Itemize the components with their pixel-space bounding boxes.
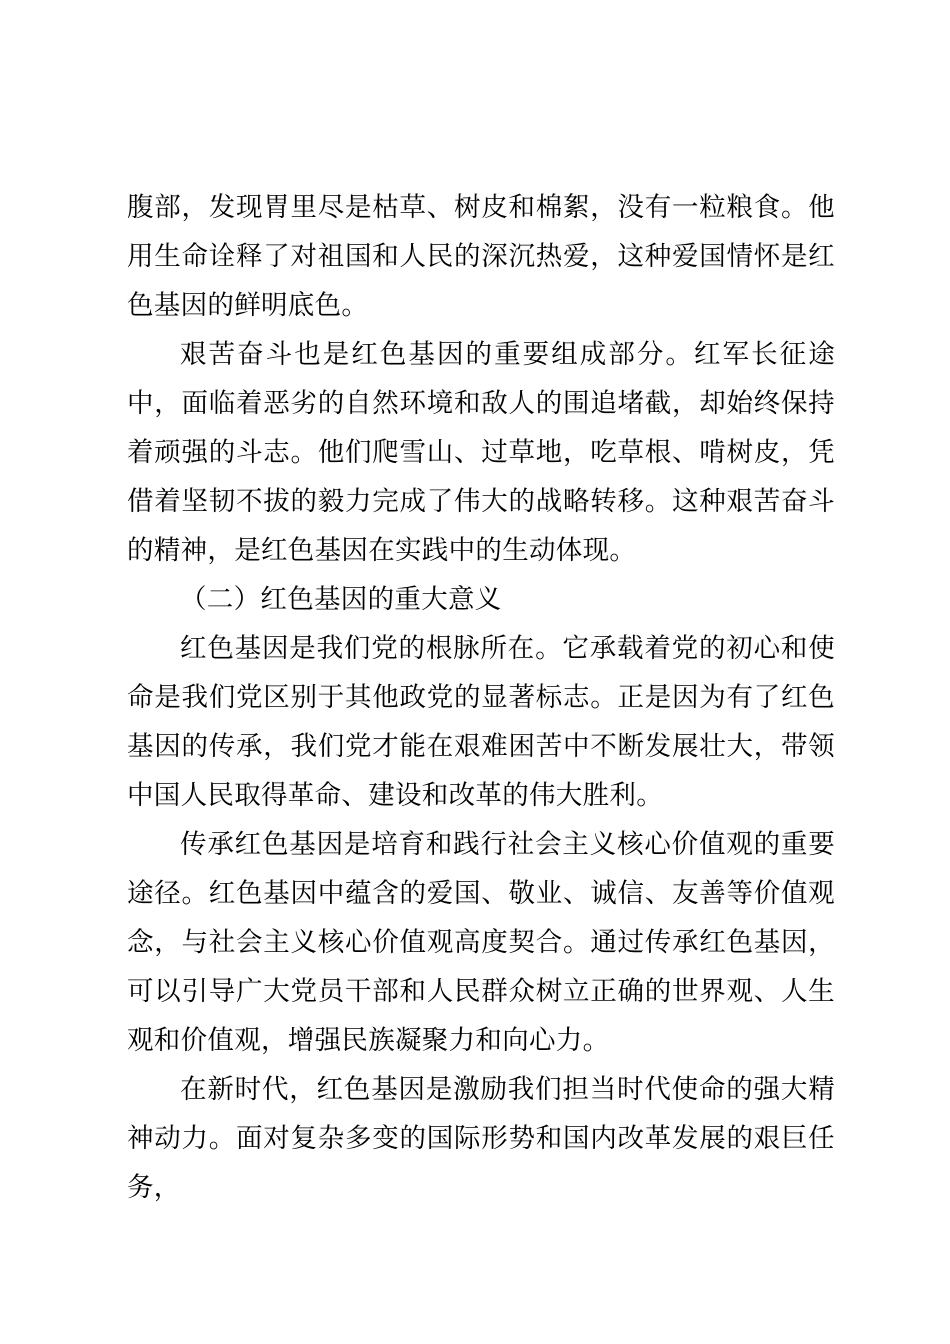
- paragraph-hard-struggle: 艰苦奋斗也是红色基因的重要组成部分。红军长征途中，面临着恶劣的自然环境和敌人的围追堵截，却始终保持着顽强的斗志。他们爬雪山、过草地，吃草根、啃树皮，凭借着坚韧不拔的毅力完成了伟大的战略转移。这种艰苦奋斗的精神，是红色基因在实践中的生动体现。: [127, 339, 835, 566]
- paragraph-continuation: 腹部，发现胃里尽是枯草、树皮和棉絮，没有一粒粮食。他用生命诠释了对祖国和人民的深沉热爱，这种爱国情怀是红色基因的鲜明底色。: [127, 192, 835, 321]
- paragraph-core-values: 传承红色基因是培育和践行社会主义核心价值观的重要途径。红色基因中蕴含的爱国、敬业、诚信、友善等价值观念，与社会主义核心价值观高度契合。通过传承红色基因，可以引导广大党员干部和人民群众树立正确的世界观、人生观和价值观，增强民族凝聚力和向心力。: [127, 829, 835, 1056]
- section-heading: （二）红色基因的重大意义: [180, 584, 502, 615]
- document-body: [127, 183, 835, 1212]
- paragraph-new-era: 在新时代，红色基因是激励我们担当时代使命的强大精神动力。面对复杂多变的国际形势和国内改革发展的艰巨任务，: [127, 1074, 835, 1203]
- paragraph-party-root: 红色基因是我们党的根脉所在。它承载着党的初心和使命是我们党区别于其他政党的显著标志。正是因为有了红色基因的传承，我们党才能在艰难困苦中不断发展壮大，带领中国人民取得革命、建设和改革的伟大胜利。: [127, 633, 835, 811]
